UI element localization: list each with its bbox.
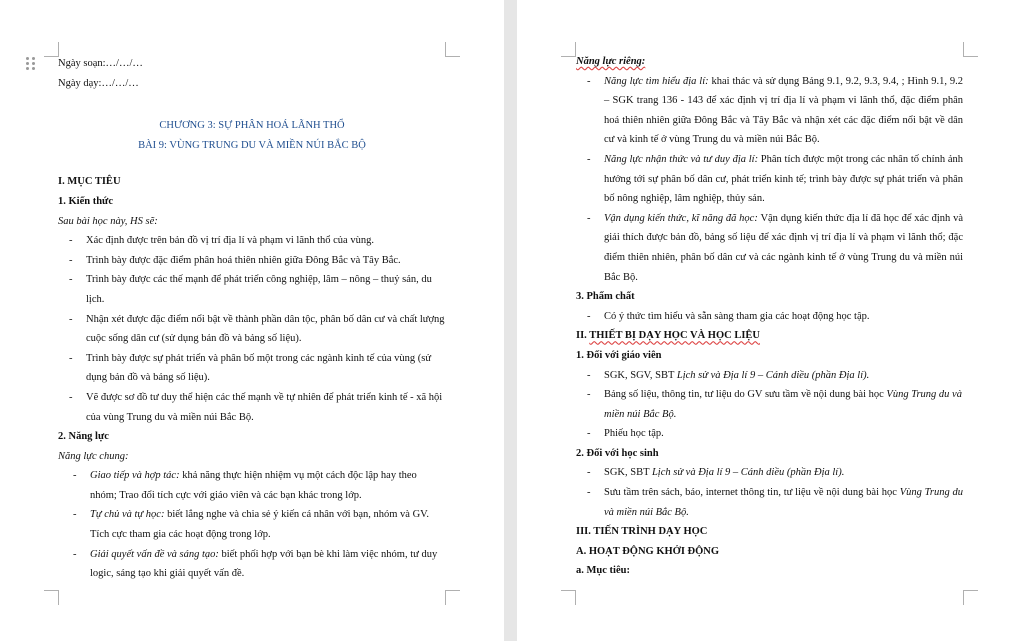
list-item: - Trình bày được các thế mạnh để phát triển công nghiệp, lâm – nông – thuỷ sản, du lịch.: [69, 274, 432, 305]
general-competence-label: Năng lực chung:: [58, 450, 129, 462]
crop-mark: [963, 590, 978, 605]
section-heading: I. MỤC TIÊU: [58, 176, 121, 188]
subsection-heading: a. Mục tiêu:: [576, 565, 630, 577]
list-item: - Vận dụng kiến thức, kĩ năng đã học: Vận dụng kiến thức địa lí đã học để xác định và giải thích được bản đồ, bảng số liệu để xác định vị trí địa lí và phạm vi lãnh thổ; đặc điểm thiên nhiên, phân bố dân cư và các ngành kinh tế ở vùng Trung du và miền núi Bắc Bộ.: [587, 212, 963, 283]
list-item: - SGK, SGV, SBT Lịch sử và Địa lí 9 – Cánh diều (phần Địa lí).: [587, 369, 870, 381]
subsection-heading: 3. Phẩm chất: [576, 291, 635, 303]
list-item: - Vẽ được sơ đồ tư duy thể hiện các thế mạnh về tự nhiên để phát triển kinh tế - xã hội của vùng Trung du và miền núi Bắc Bộ.: [69, 391, 443, 423]
crop-mark: [445, 42, 460, 57]
subsection-heading: 1. Kiến thức: [58, 195, 114, 207]
lesson-title: BÀI 9: VÙNG TRUNG DU VÀ MIỀN NÚI BẮC BỘ: [138, 139, 366, 151]
list-item: - Bảng số liệu, thông tin, tư liệu do GV sưu tầm về nội dung bài học Vùng Trung du và miền núi Bắc Bộ.: [587, 389, 962, 420]
crop-mark: [44, 590, 59, 605]
list-item: - Trình bày được đặc điểm phân hoá thiên nhiên giữa Đông Bắc và Tây Bắc.: [69, 254, 401, 266]
page-2-content[interactable]: [576, 52, 963, 581]
page-1-content[interactable]: [58, 54, 446, 584]
crop-mark: [561, 42, 576, 57]
list-item: - Nhận xét được đặc điểm nổi bật về thành phần dân tộc, phân bố dân cư và chất lượng cuộc sống dân cư (sử dụng bản đồ và bảng số liệu).: [69, 313, 445, 345]
list-item: - Trình bày được sự phát triển và phân bố một trong các ngành kinh tế của vùng (sử dụng bản đồ và bảng số liệu).: [69, 352, 432, 384]
list-item: - SGK, SBT Lịch sử và Địa lí 9 – Cánh diều (phần Địa lí).: [587, 467, 845, 479]
section-heading: II. THIẾT BỊ DẠY HỌC VÀ HỌC LIỆU: [576, 330, 760, 342]
prep-date: Ngày soạn:…/…/…: [58, 58, 143, 69]
section-heading: A. HOẠT ĐỘNG KHỞI ĐỘNG: [576, 545, 720, 557]
intro-text: Sau bài học này, HS sẽ:: [58, 215, 158, 227]
list-item: - Năng lực nhận thức và tư duy địa lí: Phân tích được một trong các nhân tố chính ảnh hưởng tới sự phân bố dân cư, phát triển kinh tế; trình bày được sự phát triển và phân bố nông nghiệp, lâm nghiệp, thủy sản.: [587, 153, 963, 205]
list-item: - Giao tiếp và hợp tác: khả năng thực hiện nhiệm vụ một cách độc lập hay theo nhóm; Trao đổi tích cực với giáo viên và các bạn khác trong lớp.: [73, 470, 417, 501]
list-item: - Tự chủ và tự học: biết lắng nghe và chia sẻ ý kiến cá nhân với bạn, nhóm và GV. Tích cực tham gia các hoạt động trong lớp.: [73, 509, 430, 541]
document-page-1: [0, 0, 504, 641]
specific-competence-label: Năng lực riêng:: [576, 56, 646, 67]
list-item: - Giải quyết vấn đề và sáng tạo: biết phối hợp với bạn bè khi làm việc nhóm, tư duy logic, sáng tạo khi giải quyết vấn đề.: [73, 548, 438, 580]
list-item: - Phiếu học tập.: [587, 428, 664, 440]
teach-date: Ngày dạy:…/…/…: [58, 77, 139, 89]
section-heading: III. TIẾN TRÌNH DẠY HỌC: [576, 526, 708, 538]
subsection-heading: 1. Đối với giáo viên: [576, 349, 662, 361]
list-item: - Có ý thức tìm hiểu và sẵn sàng tham gia các hoạt động học tập.: [587, 310, 870, 322]
crop-mark: [963, 42, 978, 57]
chapter-title: CHƯƠNG 3: SỰ PHÂN HOÁ LÃNH THỔ: [159, 120, 345, 132]
list-item: - Sưu tầm trên sách, báo, internet thông tin, tư liệu về nội dung bài học Vùng Trung du và miền núi Bắc Bộ.: [587, 487, 963, 518]
list-item: - Năng lực tìm hiểu địa lí: khai thác và sử dụng Bảng 9.1, 9.2, 9.3, 9.4, ; Hình 9.1, 9.2 – SGK trang 136 - 143 để xác định vị trí địa lí và phạm vi lãnh thổ, đặc điểm phân hoá thiên nhiên giữa Đông Bắc và Tây Bắc và nhận xét các đặc điểm nổi bật về dân cư và kinh tế ở vùng Trung du và miền núi Bắc Bộ.: [587, 75, 963, 146]
crop-mark: [561, 590, 576, 605]
subsection-heading: 2. Năng lực: [58, 431, 109, 443]
crop-mark: [44, 42, 59, 57]
crop-mark: [445, 590, 460, 605]
list-item: - Xác định được trên bản đồ vị trí địa lí và phạm vi lãnh thổ của vùng.: [69, 235, 374, 247]
drag-handle-icon[interactable]: [26, 57, 36, 71]
document-page-2: [517, 0, 1024, 641]
subsection-heading: 2. Đối với học sinh: [576, 447, 659, 459]
